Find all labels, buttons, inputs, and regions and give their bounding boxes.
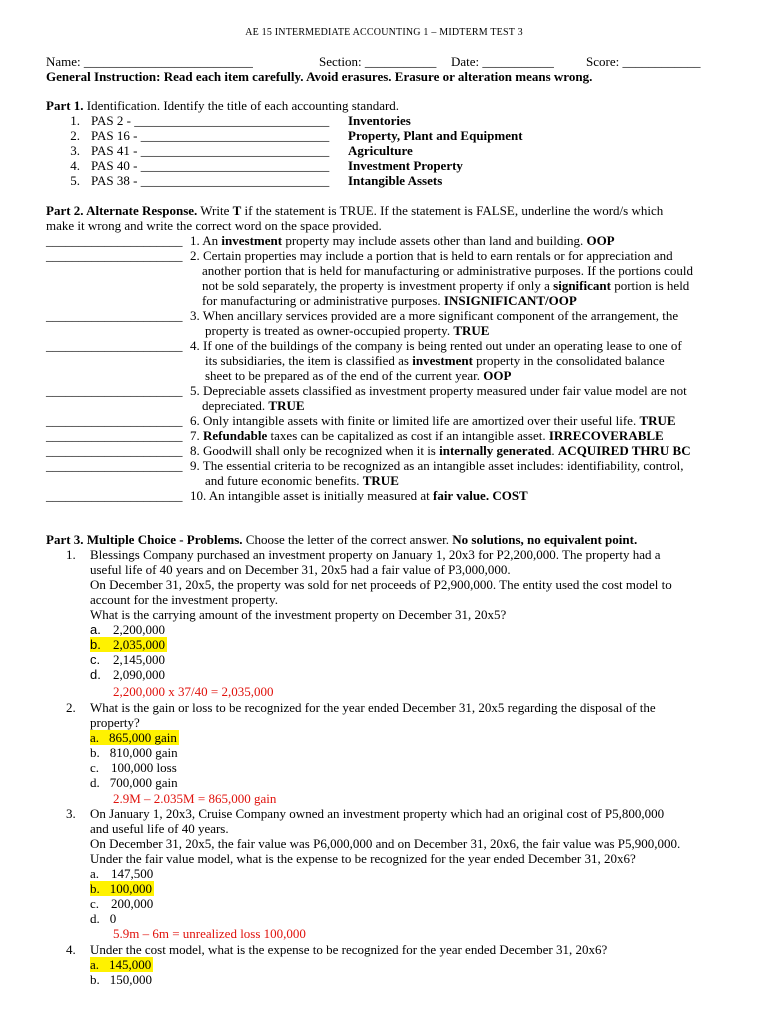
option-letter: c. [90,652,101,667]
part2-item-cont: and future economic benefits. TRUE [205,473,399,488]
part2-item: 3. When ancillary services provided are a more significant component of the arrangement, the [190,308,679,323]
section-field: Section: ___________ [319,54,437,69]
part3-heading: Part 3. Multiple Choice - Problems. Choose the letter of the correct answer. No solutions, no equivalent point. [46,532,638,547]
part2-item-cont: for manufacturing or administrative purposes. INSIGNIFICANT/OOP [202,293,577,308]
answer-blank: _____________________ [46,413,183,428]
answer-blank: _____________________ [46,383,183,398]
general-instruction-text: : Read each item carefully. Avoid erasures. Erasure or alteration means wrong. [156,69,593,84]
question-text: property? [90,715,140,730]
solution-note: 2.9M – 2.035M = 865,000 gain [113,791,277,806]
part2-item: 9. The essential criteria to be recognized as an intangible asset includes: identifiability, control, [190,458,684,473]
option: d. 0 [90,911,117,926]
option-letter: d. [90,667,101,682]
part1-answer: Investment Property [348,158,463,173]
date-field: Date: ___________ [451,54,554,69]
part2-item-cont: property is treated as owner-occupied property. TRUE [205,323,490,338]
answer-blank: _____________________ [46,443,183,458]
answer-blank: _____________________ [46,308,183,323]
part2-item: 8. Goodwill shall only be recognized when it is internally generated. ACQUIRED THRU BC [190,443,691,458]
option: a. 147,500 [90,866,154,881]
question-text: useful life of 40 years and on December 31, 20x5 had a fair value of P3,000,000. [90,562,511,577]
option: c. 100,000 loss [90,760,177,775]
part2-item: 1. An investment property may include assets other than land and building. OOP [190,233,615,248]
question-text: On December 31, 20x5, the property was sold for net proceeds of P2,900,000. The entity used the cost model to [90,577,672,592]
answer-blank: _____________________ [46,338,183,353]
question-text: Blessings Company purchased an investment property on January 1, 20x3 for P2,200,000. The property had a [90,547,661,562]
part2-item: 5. Depreciable assets classified as investment property measured under fair value model are not [190,383,687,398]
general-instruction [46,69,592,84]
option-correct: a. 145,000 [90,957,152,972]
part2-item-cont: sheet to be prepared as of the end of the current year. OOP [205,368,512,383]
part1-answer: Intangible Assets [348,173,443,188]
question-text: On January 1, 20x3, Cruise Company owned an investment property which had an original cost of P5,800,000 [90,806,665,821]
option-value: 2,200,000 [113,622,165,637]
option-letter: a. [90,622,101,637]
option-correct: b. 100,000 [90,881,152,896]
answer-blank: _____________________ [46,233,183,248]
part2-item: 7. Refundable taxes can be capitalized as cost if an intangible asset. IRRECOVERABLE [190,428,664,443]
name-field: Name: __________________________ [46,54,253,69]
option: c. 200,000 [90,896,154,911]
question-number: 4. [66,942,76,957]
part2-item: 4. If one of the buildings of the company is being rented out under an operating lease to one of [190,338,682,353]
question-number: 3. [66,806,76,821]
part2-instruction: make it wrong and write the correct word on the space provided. [46,218,382,233]
question-text: account for the investment property. [90,592,278,607]
option: b. 810,000 gain [90,745,178,760]
option: d. 700,000 gain [90,775,178,790]
score-field: Score: ____________ [586,54,701,69]
option-value: 2,090,000 [113,667,165,682]
exam-page: AE 15 INTERMEDIATE ACCOUNTING 1 – MIDTERM TEST 3 Name: __________________________ Section: ___________ Date: ___________ Score: ____________ General Instruction: Read each item carefully. Avoid erasures. Erasure or alteration means wrong. Part 1. Identification. Identify the title of each accounting standard. 1. PAS 2 - ______________________________ Inventories 2. PAS 16 - _____________________________ Property, Plant and Equipment 3. PAS 41 - _____________________________ Agriculture 4. PAS 40 - _____________________________ Investment Property 5. PAS 38 - _____________________________ Intangible Assets Part 2. Alternate Response. Write T if the statement is TRUE. If the statement is FALSE, underline the word/s which make it wrong and write the correct word on the space provided. _____________________ 1. An investment property may include assets other than land and building. OOP _____________________ 2. Certain properties may include a portion that is held to earn rentals or for appreciation and another portion that is held for manufacturing or administrative purposes. If the portions could not be sold separately, the property is investment property if only a significant portion is held for manufacturing or administrative purposes. INSIGNIFICANT/OOP _____________________ 3. When ancillary services provided are a more significant component of the arrangement, the property is treated as owner-occupied property. TRUE _____________________ 4. If one of the buildings of the company is being rented out under an operating lease to one of its subsidiaries, the item is classified as investment property in the consolidated balance sheet to be prepared as of the end of the current year. OOP _____________________ 5. Depreciable assets classified as investment property measured under fair value model are not depreciated. TRUE _____________________ 6. Only intangible assets with finite or limited life are amortized over their useful life. TRUE _____________________ 7. Refundable taxes can be capitalized as cost if an intangible asset. IRRECOVERABLE _____________________ 8. Goodwill shall only be recognized when it is internally generated. ACQUIRED THRU BC _____________________ 9. The essential criteria to be recognized as an intangible asset includes: identifiability, control, and future economic benefits. TRUE _____________________ 10. An intangible asset is initially measured at fair value. COST Part 3. Multiple Choice - Problems. Choose the letter of the correct answer. No solutions, no equivalent point. 1. Blessings Company purchased an investment property on January 1, 20x3 for P2,200,000. The property had a useful life of 40 years and on December 31, 20x5 had a fair value of P3,000,000. On December 31, 20x5, the property was sold for net proceeds of P2,900,000. The entity used the cost model to account for the investment property. What is the carrying amount of the investment property on December 31, 20x5? a. 2,200,000 b. 2,035,000 c. 2,145,000 d. 2,090,000 2,200,000 x 37/40 = 2,035,000 2. What is the gain or loss to be recognized for the year ended December 31, 20x5 regarding the disposal of the property? a. 865,000 gain b. 810,000 gain c. 100,000 loss d. 700,000 gain 2.9M – 2.035M = 865,000 gain 3. On January 1, 20x3, Cruise Company owned an investment property which had an original cost of P5,800,000 and useful life of 40 years. On December 31, 20x5, the fair value was P6,000,000 and on December 31, 20x6, the fair value was P5,900,000. Under the fair value model, what is the expense to be recognized for the year ended December 31, 20x6? a. 147,500 b. 100,000 c. 200,000 d. 0 5.9m – 6m = unrealized loss 100,000 4. Under the cost model, what is the expense to be recognized for the year ended December 31, 20x6? a. 145,000 b. 150,000 [0,0,768,1024]
answer-blank: _____________________ [46,458,183,473]
question-text: Under the cost model, what is the expense to be recognized for the year ended December 31, 20x6? [90,942,608,957]
question-text: On December 31, 20x5, the fair value was P6,000,000 and on December 31, 20x6, the fair value was P5,900,000. [90,836,681,851]
solution-note: 2,200,000 x 37/40 = 2,035,000 [113,684,274,699]
option-correct: a. 865,000 gain [90,730,177,745]
part2-item: 6. Only intangible assets with finite or limited life are amortized over their useful life. TRUE [190,413,676,428]
solution-note: 5.9m – 6m = unrealized loss 100,000 [113,926,306,941]
part2-heading: Part 2. Alternate Response. Write T if the statement is TRUE. If the statement is FALSE, underline the word/s which [46,203,664,218]
part1-label: Part 1. [46,98,84,113]
option-value: 2,145,000 [113,652,165,667]
part2-item-cont: another portion that is held for manufacturing or administrative purposes. If the portions could [202,263,693,278]
part1-answer: Agriculture [348,143,413,158]
question-text: Under the fair value model, what is the expense to be recognized for the year ended December 31, 20x6? [90,851,636,866]
option-letter-correct: b. [90,637,101,652]
part2-item-cont: depreciated. TRUE [202,398,305,413]
question-number: 2. [66,700,76,715]
question-text: What is the gain or loss to be recognized for the year ended December 31, 20x5 regarding the disposal of the [90,700,656,715]
question-text: What is the carrying amount of the investment property on December 31, 20x5? [90,607,507,622]
answer-blank: _____________________ [46,248,183,263]
part1-heading [46,98,399,113]
exam-title: AE 15 INTERMEDIATE ACCOUNTING 1 – MIDTERM TEST 3 [245,27,523,38]
part1-answer: Inventories [348,113,411,128]
part2-item: 2. Certain properties may include a portion that is held to earn rentals or for appreciation and [190,248,673,263]
answer-blank: _____________________ [46,488,183,503]
option-value-correct: 2,035,000 [103,637,167,652]
option: b. 150,000 [90,972,152,987]
part2-item-cont: its subsidiaries, the item is classified as investment property in the consolidated balance [205,353,665,368]
part2-item-cont: not be sold separately, the property is investment property if only a significant portion is held [202,278,690,293]
part2-item: 10. An intangible asset is initially measured at fair value. COST [190,488,528,503]
part1-instruction: Identification. Identify the title of each accounting standard. [83,98,400,113]
part1-answer: Property, Plant and Equipment [348,128,523,143]
question-number: 1. [66,547,76,562]
answer-blank: _____________________ [46,428,183,443]
general-instruction-label: General Instruction [46,69,157,84]
question-text: and useful life of 40 years. [90,821,229,836]
